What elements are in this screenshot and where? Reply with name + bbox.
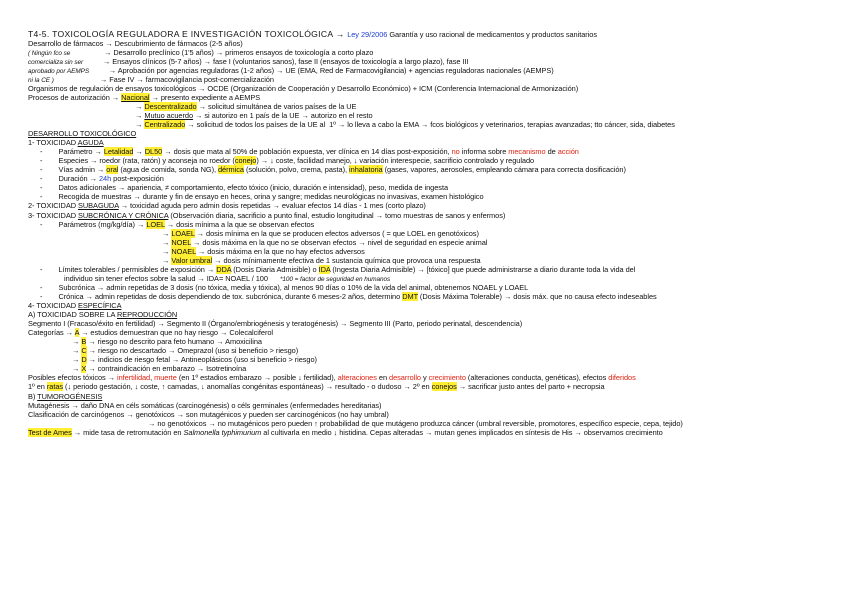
text-segment: (en 1º estadios embarazo → posible ↓ fertilidad), bbox=[176, 373, 338, 383]
text-line bbox=[148, 419, 683, 428]
text-segment: → Desarrollo preclínico (1'5 años) → primeros ensayos de toxicología a corto plazo bbox=[71, 47, 374, 57]
text-segment: → bbox=[72, 364, 82, 374]
highlighted-term: dérmica bbox=[218, 165, 244, 175]
text-segment: 24h bbox=[98, 174, 112, 184]
text-line bbox=[40, 192, 484, 201]
text-segment: → dosis máxima en la que no se observan efectos → nivel de seguridad en especie animal bbox=[191, 237, 488, 247]
text-segment: → dosis mínima en la que se producen efectos adversos ( = que LOEL en genotóxicos) bbox=[194, 228, 479, 238]
text-segment: ( Ningún fco se bbox=[28, 49, 72, 57]
text-segment: → dosis máxima en la que no hay efectos adversos bbox=[195, 246, 365, 256]
text-line bbox=[28, 401, 381, 410]
highlighted-term: Valor umbral bbox=[171, 255, 213, 265]
highlighted-term: C bbox=[81, 346, 87, 356]
text-line bbox=[28, 310, 177, 319]
text-segment: - Vías admin → bbox=[40, 165, 107, 175]
text-line bbox=[28, 211, 505, 220]
text-segment: SUBAGUDA bbox=[78, 201, 119, 211]
text-segment: alteraciones bbox=[337, 373, 377, 383]
text-segment: - Recogida de muestras → durante y fin de ensayo en heces, orina y sangre; medidas neurológicas no invasivas, examen histológico bbox=[40, 192, 484, 202]
text-segment: Segmento I (Fracaso/éxito en fertilidad) → Segmento II (Órgano/embriogénesis y teratogénesis) → Segmento III (Parto, periodo perinatal, descendencia) bbox=[28, 319, 523, 329]
text-line bbox=[28, 428, 663, 437]
text-segment: crecimiento bbox=[428, 373, 466, 383]
highlighted-term: DMT bbox=[402, 291, 418, 301]
text-segment: → contraindicación en embarazo → Isotretinoína bbox=[86, 364, 247, 374]
highlighted-term: Letalidad bbox=[103, 147, 134, 157]
text-segment: al cultivarla en medio ↓ histidina. Cepas alteradas → mutan genes implicados en síntesis de His → observamos crecimiento bbox=[261, 427, 663, 437]
highlighted-term: IDA bbox=[318, 264, 331, 274]
text-line bbox=[40, 174, 164, 183]
text-segment: → solicitud simultánea de varios países de la UE bbox=[196, 101, 357, 111]
text-segment: - Límites tolerables / permisibles de exposición → bbox=[40, 264, 217, 274]
text-segment: Ley 29/2006 bbox=[347, 29, 388, 39]
text-line bbox=[135, 111, 373, 120]
text-segment: *100 = factor de seguridad en humanos bbox=[279, 275, 391, 283]
text-segment: AGUDA bbox=[77, 138, 104, 148]
text-segment: A) TOXICIDAD SOBRE LA bbox=[28, 310, 117, 320]
text-segment: → bbox=[72, 355, 82, 365]
text-segment: 4- TOXICIDAD bbox=[28, 301, 79, 310]
text-segment: y bbox=[421, 373, 429, 383]
text-segment: → bbox=[135, 110, 145, 120]
highlighted-term: X bbox=[81, 364, 87, 374]
text-segment: mecanismo bbox=[508, 147, 546, 157]
text-line bbox=[40, 156, 534, 165]
text-segment: Clasificación de carcinógenos → genotóxicos → son mutagénicos y pueden ser carcinogénicos (no hay umbral) bbox=[28, 409, 389, 419]
highlighted-term: Nacional bbox=[121, 92, 150, 102]
text-segment: ESPECÍFICA bbox=[78, 301, 122, 310]
text-line bbox=[28, 392, 102, 401]
text-segment: → dosis mínima a la que se observan efectos bbox=[164, 219, 315, 229]
text-segment: (agua de comida, sonda NG), bbox=[118, 165, 218, 175]
text-segment: → no genotóxicos → no mutagénicos pero pueden ↑ probabilidad de que mutágeno produzca cáncer (umbral reversible, promotores, específico especie, cepa, tejido) bbox=[148, 418, 683, 428]
text-line bbox=[162, 256, 481, 265]
highlighted-term: LOAEL bbox=[171, 228, 195, 238]
text-segment: Desarrollo de fármacos → Descubrimiento de fármacos (2-5 años) bbox=[28, 38, 243, 48]
text-segment: individuo sin tener efectos sobre la salud → IDA= NOAEL / 100 bbox=[64, 273, 280, 283]
text-segment: (gases, vapores, aerosoles, empleando cámara para correcta dosificación) bbox=[382, 165, 626, 175]
text-line bbox=[28, 30, 597, 39]
text-segment: DESARROLLO TOXICOLÓGICO bbox=[28, 129, 137, 139]
text-segment: → mide tasa de retromutación en bbox=[71, 427, 184, 437]
text-segment: comercializa sin ser bbox=[28, 58, 85, 66]
text-line bbox=[28, 84, 578, 93]
text-segment: → bbox=[133, 147, 145, 157]
text-segment: → Fase IV → farmacovigilancia post-comercialización bbox=[53, 74, 274, 84]
text-segment: 1- TOXICIDAD bbox=[28, 138, 78, 148]
text-segment: → bbox=[135, 120, 145, 129]
text-line bbox=[40, 265, 635, 274]
text-segment: ni la CE ) bbox=[28, 76, 54, 84]
text-segment: TUMOROGÉNESIS bbox=[37, 391, 103, 401]
highlighted-term: LOEL bbox=[146, 219, 165, 229]
text-segment: → solicitud de todos los países de la UE al 1º → lo lleva a cabo la EMA → fcos biológicos y veterinarios, terapias avanzadas; tto cáncer, sida, diabetes bbox=[185, 120, 675, 129]
text-segment: → bbox=[72, 337, 82, 347]
text-segment: post-exposición bbox=[111, 174, 164, 184]
text-line bbox=[40, 292, 657, 301]
text-segment: → bbox=[162, 255, 172, 265]
text-segment: - Crónica → admin repetidas de dosis dependiendo de tox. subcrónica, durante 6 meses-2 años, determino bbox=[40, 291, 403, 301]
text-segment: (Dosis Máxima Tolerable) → dosis máx. que no causa efecto indeseables bbox=[417, 291, 657, 301]
highlighted-term: ratas bbox=[46, 382, 64, 392]
text-segment: → si autorizo en 1 país de la UE → autorizo en el resto bbox=[193, 110, 373, 120]
text-segment: de bbox=[545, 147, 558, 157]
text-segment: → Aprobación por agencias reguladoras (1-2 años) → UE (EMA, Red de Farmacovigilancia) + agencias reguladoras nacionales (AEMPS) bbox=[90, 65, 554, 75]
text-line bbox=[28, 138, 104, 147]
text-segment: → toxicidad aguda pero admin dosis repetidas → evaluar efectos 14 días - 1 mes (corto plazo) bbox=[118, 201, 426, 211]
text-line bbox=[28, 201, 426, 210]
text-segment: Categorías → bbox=[28, 328, 75, 338]
text-line bbox=[40, 165, 626, 174]
text-segment: T4-5. TOXICOLOGÍA REGULADORA E INVESTIGACIÓN TOXICOLÓGICA → bbox=[28, 28, 348, 39]
text-line bbox=[28, 39, 243, 48]
highlighted-term: Descentralizado bbox=[144, 101, 197, 111]
text-segment: desarrollo bbox=[389, 373, 421, 383]
text-line bbox=[135, 102, 356, 111]
highlighted-term: A bbox=[74, 328, 80, 338]
text-segment: infertilidad bbox=[117, 373, 151, 383]
text-line bbox=[28, 319, 522, 328]
text-segment: Posibles efectos tóxicos → bbox=[28, 373, 118, 383]
text-segment: → dosis mínimamente efectiva de 1 sustancia química que provoca una respuesta bbox=[212, 255, 481, 265]
text-line bbox=[72, 346, 298, 355]
text-segment: → bbox=[162, 228, 172, 238]
text-segment: → riesgo no descartado → Omeprazol (uso si beneficio > riesgo) bbox=[86, 346, 299, 356]
text-line bbox=[28, 410, 389, 419]
text-line bbox=[28, 93, 260, 102]
text-segment: , bbox=[150, 373, 155, 383]
text-line bbox=[28, 301, 121, 310]
text-line bbox=[162, 238, 487, 247]
text-segment: → bbox=[162, 237, 172, 247]
text-segment: - Datos adicionales → apariencia, ≠ comportamiento, efecto tóxico (inicio, duración e intensidad), peso, medida de ingesta bbox=[40, 183, 449, 193]
text-segment: → bbox=[72, 346, 82, 356]
text-line bbox=[72, 364, 246, 373]
text-line bbox=[135, 120, 675, 129]
text-segment: diferidos bbox=[608, 373, 636, 383]
text-segment: - Duración → bbox=[40, 174, 99, 184]
text-segment: → bbox=[162, 246, 172, 256]
text-segment: (Ingesta Diaria Admisible) → [tóxico] que puede administrarse a diario durante toda la vida del bbox=[330, 264, 636, 274]
text-segment: → riesgo no descrito para feto humano → Amoxicilina bbox=[86, 337, 262, 347]
text-line bbox=[40, 147, 579, 156]
text-line bbox=[162, 247, 365, 256]
highlighted-term: Test de Ames bbox=[28, 427, 72, 437]
text-segment: (Dosis Diaria Admisible) o bbox=[231, 264, 319, 274]
text-segment: Organismos de regulación de ensayos toxicológicos → OCDE (Organización de Cooperación y Desarrollo Económico) + ICM (Conferencia Internacional de Armonización) bbox=[28, 83, 579, 93]
text-line bbox=[40, 283, 528, 292]
highlighted-term: DDA bbox=[216, 264, 232, 274]
text-segment: Mutuo acuerdo bbox=[144, 110, 194, 120]
text-segment: Garantía y uso racional de medicamentos y productos sanitarios bbox=[387, 29, 597, 39]
highlighted-term: conejo bbox=[234, 156, 257, 166]
text-line bbox=[28, 129, 136, 138]
highlighted-term: NOEL bbox=[171, 237, 192, 247]
text-segment: informa sobre bbox=[459, 147, 509, 157]
highlighted-term: conejos bbox=[431, 382, 457, 392]
highlighted-term: D bbox=[81, 355, 87, 365]
text-segment: 2- TOXICIDAD bbox=[28, 201, 79, 211]
text-segment: en bbox=[376, 373, 390, 383]
text-line bbox=[28, 382, 605, 391]
text-segment: (alteraciones conducta, genéticas), efectos bbox=[465, 373, 609, 383]
text-segment: B) bbox=[28, 391, 38, 401]
text-segment: ) → ↓ coste, facilidad manejo, ↓ variación interespecie, sacrificio controlado y regulado bbox=[256, 156, 535, 166]
text-line bbox=[72, 337, 262, 346]
text-segment: aprobado por AEMPS bbox=[28, 67, 91, 75]
text-segment: → sacrificar justo antes del parto + necropsia bbox=[456, 382, 605, 392]
text-segment: - Especies → roedor (rata, ratón) y aconseja no roedor ( bbox=[40, 156, 235, 166]
highlighted-term: Centralizado bbox=[144, 120, 186, 129]
text-line bbox=[28, 373, 636, 382]
text-segment: - Parámetros (mg/kg/día) → bbox=[40, 219, 147, 229]
text-segment: → estudios demuestran que no hay riesgo → Colecalciferol bbox=[79, 328, 274, 338]
text-segment: Salmonella typhimurium bbox=[183, 427, 262, 437]
text-segment: Procesos de autorización → bbox=[28, 92, 122, 102]
text-segment: → indicios de riesgo fetal → Antineoplásicos (uso si beneficio > riesgo) bbox=[86, 355, 317, 365]
text-segment: - Parámetro → bbox=[40, 147, 104, 157]
text-line bbox=[72, 355, 317, 364]
text-segment: → bbox=[135, 101, 145, 111]
text-segment: muerte bbox=[154, 373, 177, 383]
text-segment: - Subcrónica → admin repetidas de 3 dosis (no tóxica, media y tóxica), al menos 90 días o 10% de la vida del animal, obtenemos NOAEL y LOAEL bbox=[40, 282, 529, 292]
highlighted-term: DL50 bbox=[144, 147, 163, 157]
text-segment: 1º en bbox=[28, 382, 47, 392]
text-line bbox=[162, 229, 479, 238]
text-segment: → Ensayos clínicos (5-7 años) → fase I (voluntarios sanos), fase II (ensayos de toxicología a largo plazo), fase III bbox=[84, 56, 469, 66]
highlighted-term: inhalatoria bbox=[349, 165, 383, 175]
highlighted-term: B bbox=[81, 337, 87, 347]
text-line bbox=[28, 328, 273, 337]
text-line bbox=[40, 183, 448, 192]
highlighted-term: oral bbox=[106, 165, 119, 175]
text-segment: (solución, polvo, crema, pasta), bbox=[243, 165, 350, 175]
highlighted-term: NOAEL bbox=[171, 246, 196, 256]
text-segment: Mutagénesis → daño DNA en céls somáticas (carcinogénesis) o céls germinales (enfermedades hereditarias) bbox=[28, 400, 382, 410]
text-segment: (Observación diaria, sacrificio a punto final, estudio longitudinal → tomo muestras de sanos y enfermos) bbox=[168, 210, 506, 220]
text-segment: → presento expediente a AEMPS bbox=[149, 92, 261, 102]
text-segment: REPRODUCCIÓN bbox=[116, 310, 178, 320]
text-segment: → dosis que mata al 50% de población expuesta, ver clínica en 14 días post-exposición, bbox=[162, 147, 452, 157]
text-segment: no bbox=[451, 147, 460, 157]
text-segment: (↓ periodo gestación, ↓ coste, ↑ camadas, ↓ anomalías congénitas espontáneas) → resultado - o dudoso → 2º en bbox=[63, 382, 432, 392]
text-segment: SUBCRÓNICA Y CRÓNICA bbox=[78, 210, 169, 220]
text-segment: acción bbox=[557, 147, 579, 157]
text-line bbox=[40, 220, 314, 229]
text-segment: 3- TOXICIDAD bbox=[28, 210, 79, 220]
